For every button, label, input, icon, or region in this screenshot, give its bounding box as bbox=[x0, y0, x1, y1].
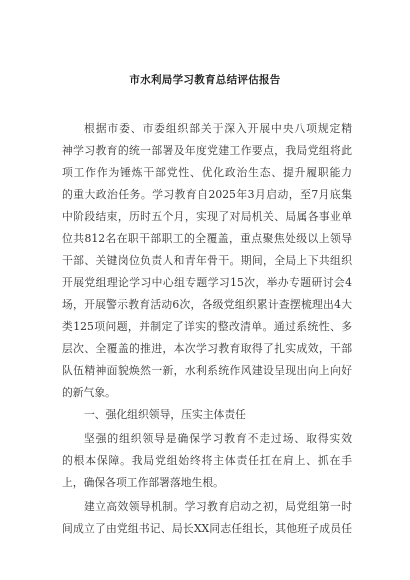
paragraph-line: 位共812名在职干部职工的全覆盖，重点聚焦处级以上领导 bbox=[62, 232, 352, 245]
paragraph-line: 场，开展警示教育活动6次，各级党组织累计查摆梳理出4大 bbox=[62, 298, 352, 311]
paragraph-line: 队伍精神面貌焕然一新，水利系统作风建设呈现出向上向好 bbox=[62, 364, 352, 377]
paragraph-line: 的新气象。 bbox=[62, 386, 116, 399]
document-title: 市水利局学习教育总结评估报告 bbox=[129, 74, 281, 86]
paragraph-line: 坚强的组织领导是确保学习教育不走过场、取得实效 bbox=[84, 432, 352, 445]
paragraph-line: 根据市委、市委组织部关于深入开展中央八项规定精 bbox=[84, 122, 352, 135]
paragraph-line: 神学习教育的统一部署及年度党建工作要点，我局党组将此 bbox=[62, 144, 352, 157]
paragraph-line: 中阶段结束，历时五个月，实现了对局机关、局属各事业单 bbox=[62, 210, 352, 223]
paragraph-line: 项工作作为锤炼干部党性、优化政治生态、提升履职能力 bbox=[62, 166, 352, 179]
paragraph-line: 的重大政治任务。学习教育自2025年3月启动，至7月底集 bbox=[62, 188, 352, 201]
paragraph-line: 层次、全覆盖的推进，本次学习教育取得了扎实成效，干部 bbox=[62, 342, 352, 355]
paragraph-line: 干部、关键岗位负责人和青年骨干。期间，全局上下共组织 bbox=[62, 254, 352, 267]
paragraph-line: 的根本保障。我局党组始终将主体责任扛在肩上、抓在手 bbox=[62, 454, 352, 467]
paragraph-line: 建立高效领导机制。学习教育启动之初，局党组第一时 bbox=[84, 500, 352, 513]
paragraph-line: 间成立了由党组书记、局长XX同志任组长，其他班子成员任 bbox=[62, 522, 352, 535]
paragraph-line: 开展党组理论学习中心组专题学习15次，举办专题研讨会4 bbox=[62, 276, 352, 289]
paragraph-line: 类125项问题，并制定了详实的整改清单。通过系统性、多 bbox=[62, 320, 352, 333]
section-heading: 一、强化组织领导，压实主体责任 bbox=[84, 408, 246, 421]
paragraph-line: 上，确保各项工作部署落地生根。 bbox=[62, 476, 224, 489]
